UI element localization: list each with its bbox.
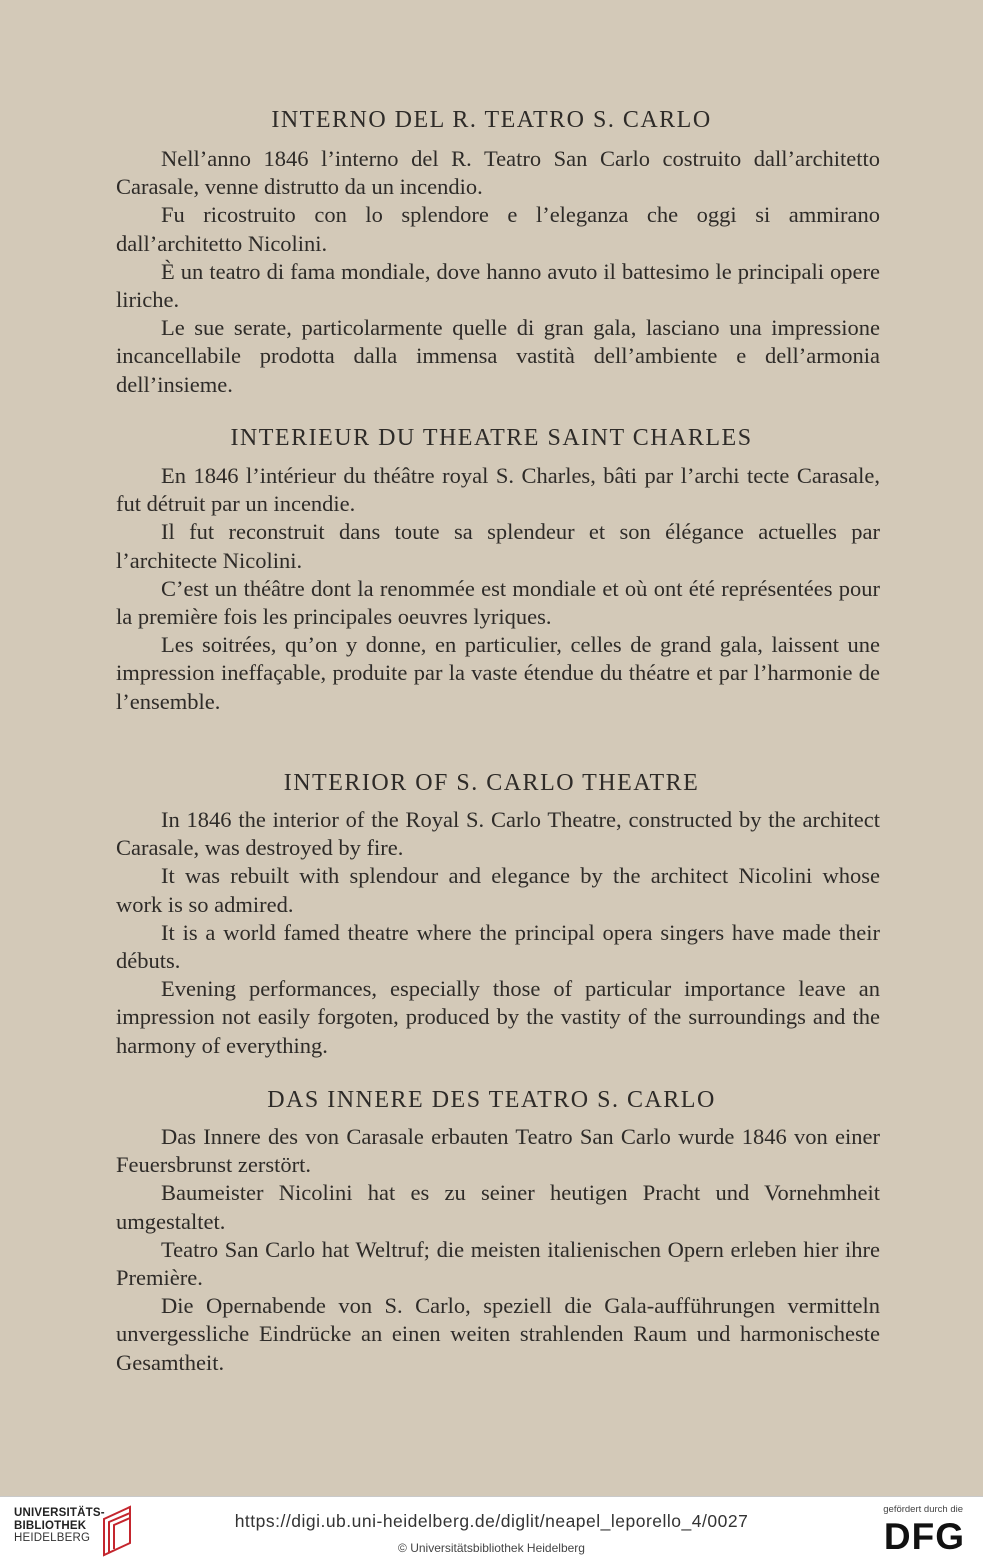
copyright-notice: © Universitätsbibliothek Heidelberg: [398, 1541, 585, 1555]
library-name-line: HEIDELBERG: [14, 1532, 91, 1544]
section-title-english: INTERIOR OF S. CARLO THEATRE: [283, 770, 700, 796]
paragraph: Il fut reconstruit dans toute sa splendeur et son élégance actuelles par l’architecte Nicolini.: [116, 519, 880, 573]
section-body-english: [116, 806, 880, 1060]
paragraph: In 1846 the interior of the Royal S. Carlo Theatre, constructed by the architect Carasale, was destroyed by fire.: [116, 807, 880, 861]
paragraph: Die Opernabende von S. Carlo, speziell die Gala-aufführungen vermitteln unvergessliche Eindrücke an einen weiten strahlenden Raum und harmonischeste Gesamtheit.: [116, 1293, 880, 1375]
section-body-french: [116, 462, 880, 716]
paragraph: Baumeister Nicolini hat es zu seiner heutigen Pracht und Vornehmheit umgestaltet.: [116, 1180, 880, 1234]
paragraph: Le sue serate, particolarmente quelle di gran gala, lasciano una impressione incancellabile prodotta dalla immensa vastità dell’ambiente e dell’armonia dell’insieme.: [116, 315, 880, 397]
paragraph: En 1846 l’intérieur du théâtre royal S. Charles, bâti par l’archi tecte Carasale, fut détruit par un incendie.: [116, 463, 880, 517]
library-name-line: BIBLIOTHEK: [14, 1519, 87, 1532]
paragraph: È un teatro di fama mondiale, dove hanno avuto il battesimo le principali opere liriche.: [116, 258, 880, 313]
viewer-footer: [0, 1496, 983, 1567]
section-body-italian: [116, 145, 880, 399]
paragraph: It is a world famed theatre where the principal opera singers have made their débuts.: [116, 919, 880, 974]
funding-caption: gefördert durch die: [883, 1504, 963, 1515]
dfg-logo[interactable]: DFG: [883, 1516, 965, 1557]
section-title-italian: INTERNO DEL R. TEATRO S. CARLO: [271, 107, 712, 133]
library-name-line: UNIVERSITÄTS-: [14, 1507, 105, 1519]
document-url-link[interactable]: https://digi.ub.uni-heidelberg.de/diglit/neapel_leporello_4/0027: [234, 1511, 749, 1531]
paragraph: C’est un théâtre dont la renommée est mondiale et où ont été représentées pour la première fois les principales oeuvres lyriques.: [116, 575, 880, 630]
section-body-german: [116, 1123, 880, 1377]
paragraph: Das Innere des von Carasale erbauten Teatro San Carlo wurde 1846 von einer Feuersbrunst zerstört.: [116, 1124, 880, 1178]
paragraph: Les soitrées, qu’on y donne, en particulier, celles de grand gala, laissent une impression ineffaçable, produite par la vaste étendue du théatre et par l’harmonie de l’ensemble.: [116, 632, 880, 714]
paragraph: It was rebuilt with splendour and elegance by the architect Nicolini whose work is so admired.: [116, 863, 880, 917]
section-title-french: INTERIEUR DU THEATRE SAINT CHARLES: [230, 425, 753, 451]
paragraph: Evening performances, especially those of particular importance leave an impression not easily forgoten, produced by the vastity of the surroundings and the harmony of everything.: [116, 976, 880, 1058]
section-title-german: DAS INNERE DES TEATRO S. CARLO: [267, 1087, 716, 1113]
paragraph: Teatro San Carlo hat Weltruf; die meisten italienischen Opern erleben hier ihre Première.: [116, 1236, 880, 1291]
paragraph: Nell’anno 1846 l’interno del R. Teatro San Carlo costruito dall’architetto Carasale, venne distrutto da un incendio.: [116, 146, 880, 200]
paragraph: Fu ricostruito con lo splendore e l’eleganza che oggi si ammirano dall’architetto Nicolini.: [116, 202, 880, 256]
